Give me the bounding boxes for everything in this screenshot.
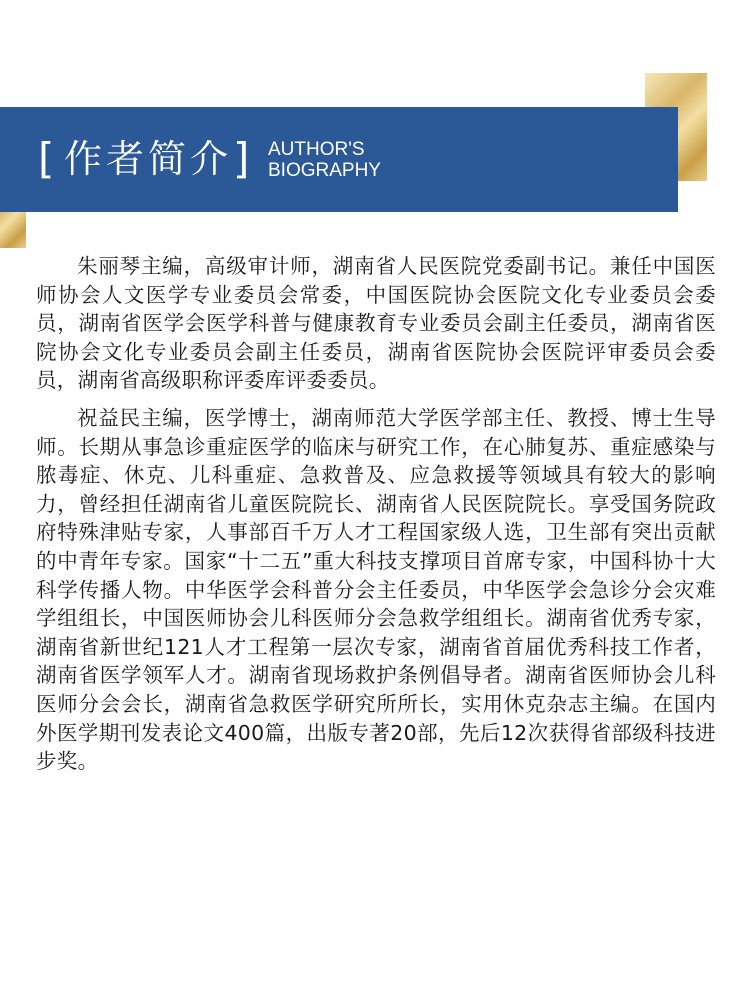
author-biography-body <box>36 252 716 785</box>
biography-paragraph-zhu: 朱丽琴主编，高级审计师，湖南省人民医院党委副书记。兼任中国医师协会人文医学专业委员会常委，中国医院协会医院文化专业委员会委员，湖南省医学会医学科普与健康教育专业委员会副主任委员，湖南省医院协会文化专业委员会副主任委员，湖南省医院协会医院评审委员会委员，湖南省高级职称评委库评委委员。 <box>36 254 716 393</box>
title-bracket-left: [ <box>38 134 55 183</box>
section-title-chinese: 作者简介 <box>64 137 233 181</box>
title-english-line1: AUTHOR'S <box>268 139 365 160</box>
title-english-line2: BIOGRAPHY <box>268 160 381 181</box>
section-title-english <box>268 139 381 181</box>
title-bracket-right: ] <box>233 134 250 183</box>
biography-paragraph-zhuyimin: 祝益民主编，医学博士，湖南师范大学医学部主任、教授、博士生导师。长期从事急诊重症医学的临床与研究工作，在心肺复苏、重症感染与脓毒症、休克、儿科重症、急救普及、应急救援等领域具有较大的影响力，曾经担任湖南省儿童医院院长、湖南省人民医院院长。享受国务院政府特殊津贴专家，人事部百千万人才工程国家级人选，卫生部有突出贡献的中青年专家。国家“十二五”重大科技支撑项目首席专家，中国科协十大科学传播人物。中华医学会科普分会主任委员，中华医学会急诊分会灾难学组组长，中国医师协会儿科医师分会急救学组组长。湖南省优秀专家，湖南省新世纪121人才工程第一层次专家，湖南省首届优秀科技工作者，湖南省医学领军人才。湖南省现场救护条例倡导者。湖南省医师协会儿科医师分会会长，湖南省急救医学研究所所长，实用休克杂志主编。在国内外医学期刊发表论文400篇，出版专著20部，先后12次获得省部级科技进步奖。 <box>36 405 716 774</box>
